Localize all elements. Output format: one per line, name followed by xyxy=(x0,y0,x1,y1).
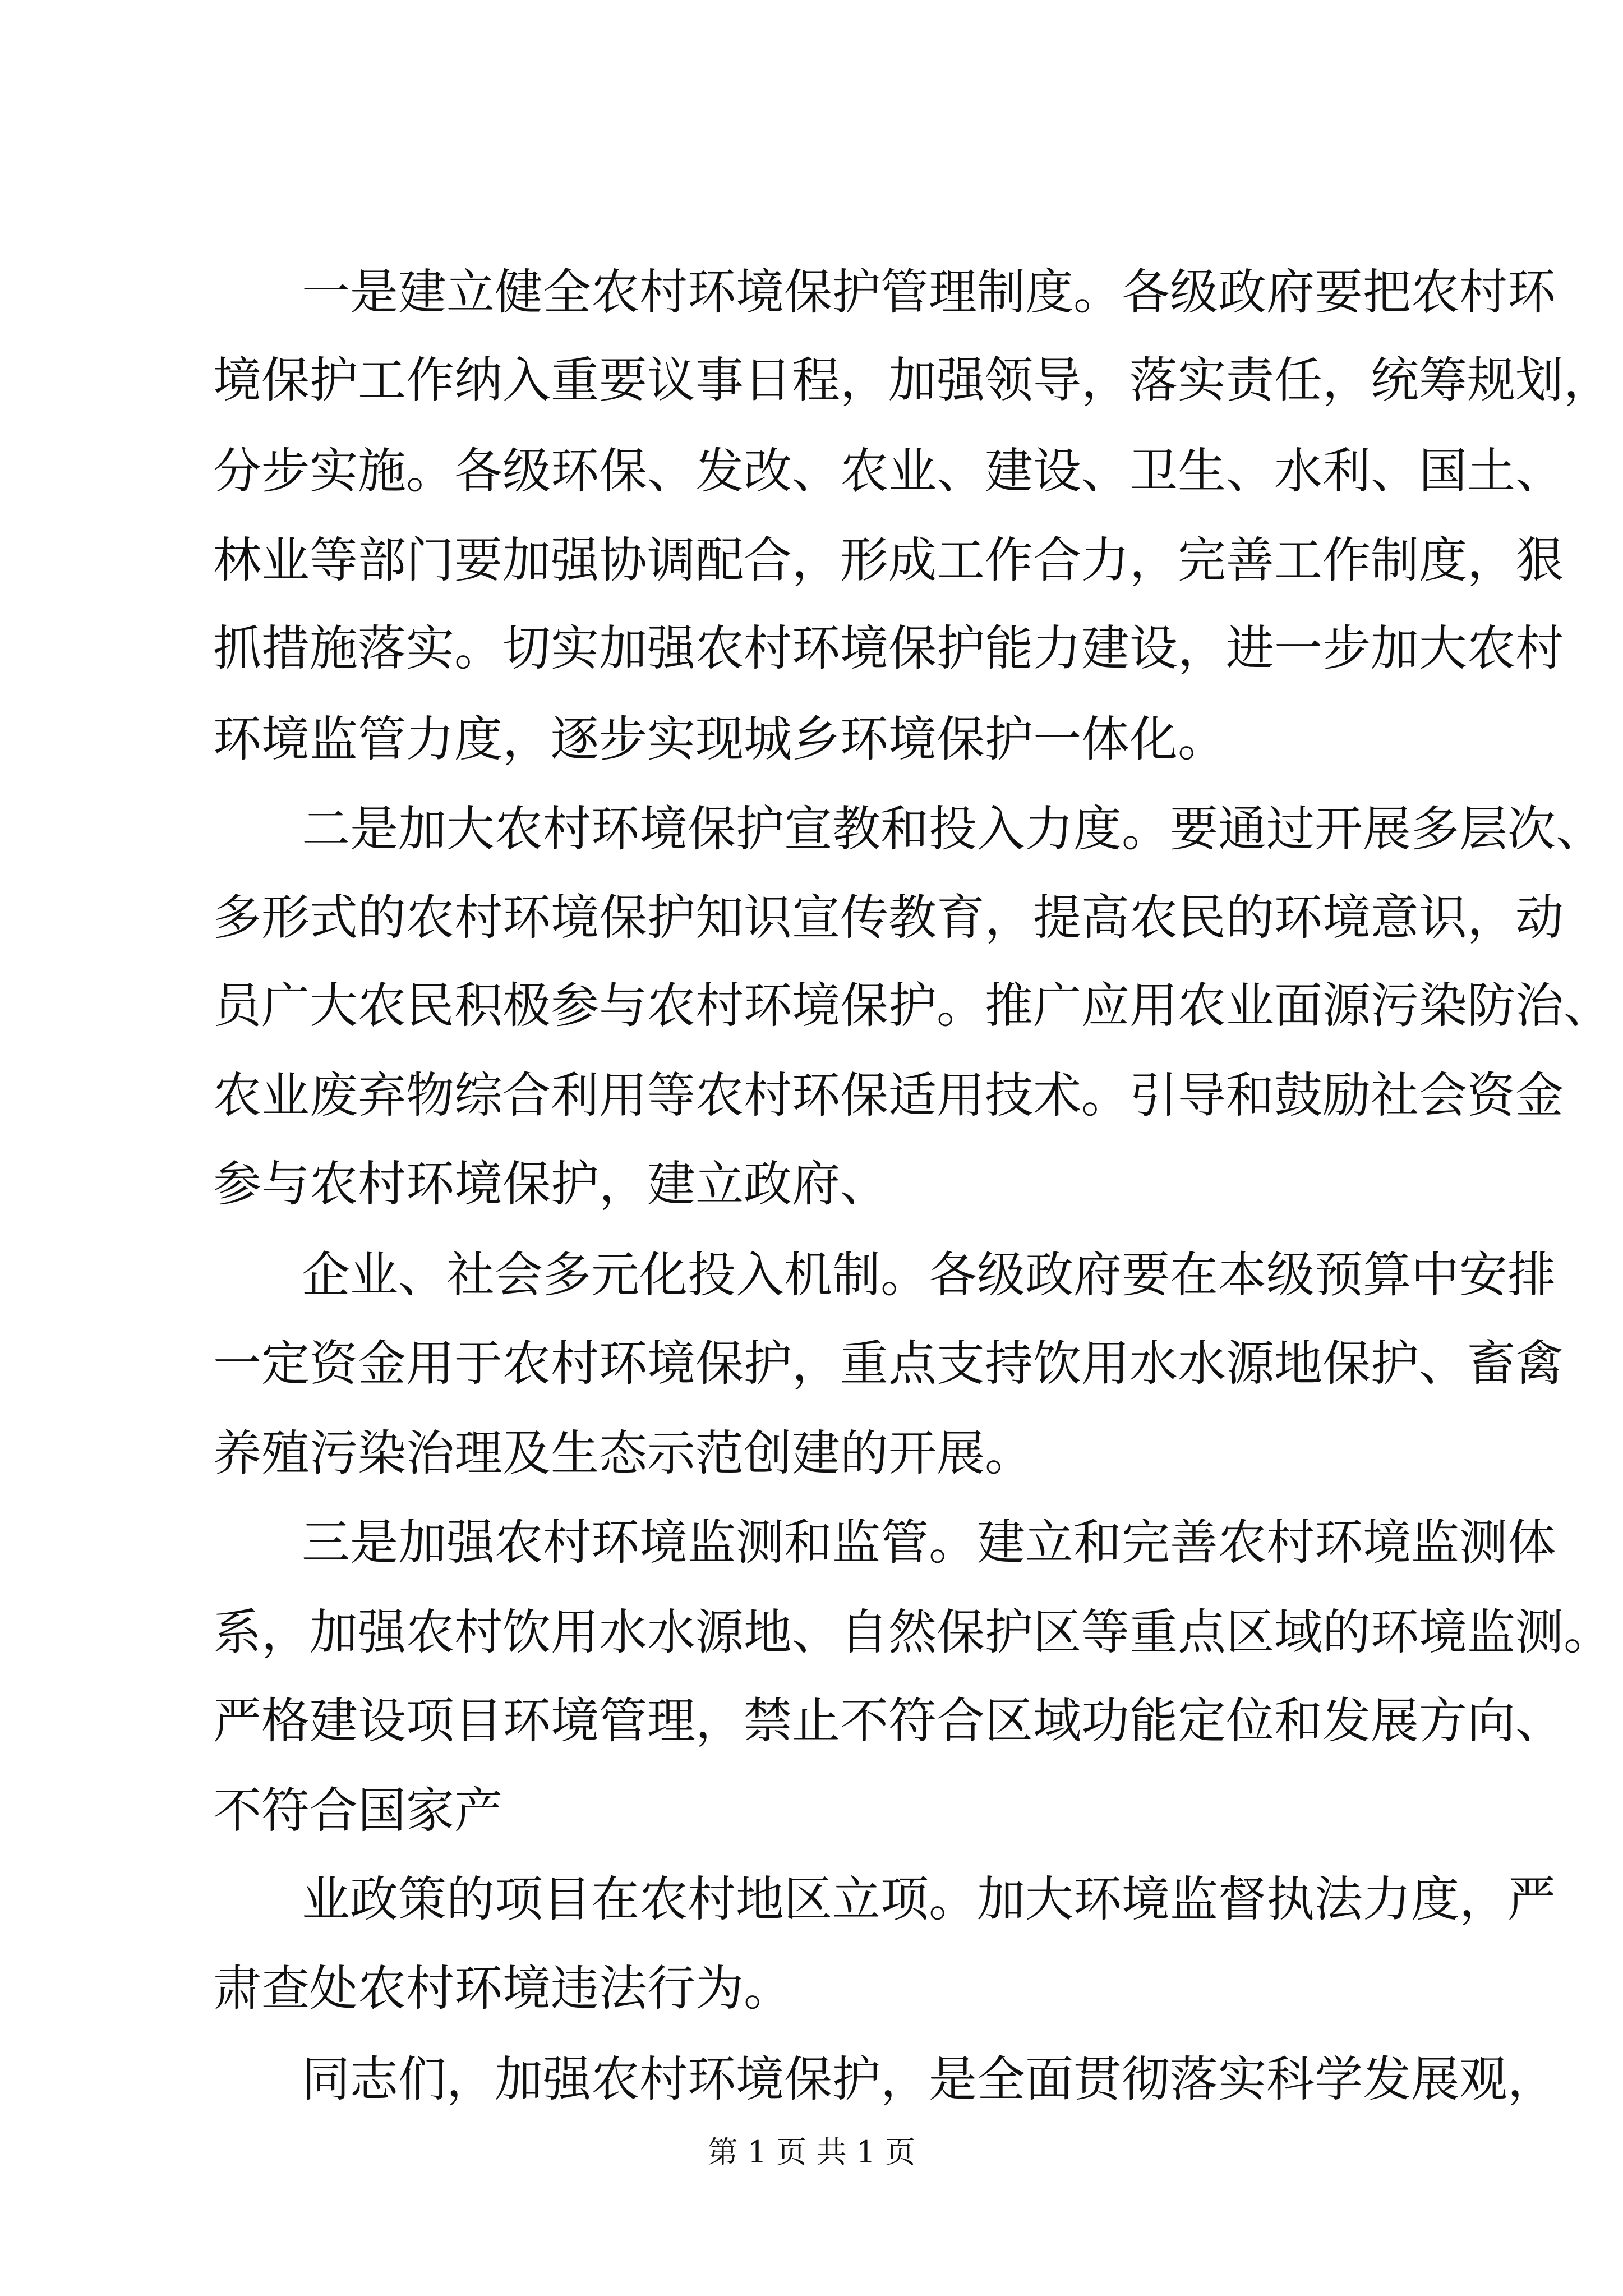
body-text-line: 一定资金用于农村环境保护，重点支持饮用水水源地保护、畜禽 xyxy=(213,1336,1564,1392)
body-text-line: 林业等部门要加强协调配合，形成工作合力，完善工作制度，狠 xyxy=(213,532,1564,588)
body-text-line: 系，加强农村饮用水水源地、自然保护区等重点区域的环境监测。 xyxy=(213,1604,1612,1660)
body-text-line: 农业废弃物综合利用等农村环保适用技术。引导和鼓励社会资金 xyxy=(213,1068,1564,1124)
body-text-line: 三是加强农村环境监测和监管。建立和完善农村环境监测体 xyxy=(302,1515,1556,1571)
body-text-line: 环境监管力度，逐步实现城乡环境保护一体化。 xyxy=(213,711,1226,767)
body-text-line: 同志们，加强农村环境保护，是全面贯彻落实科学发展观， xyxy=(302,2051,1556,2108)
body-text-line: 业政策的项目在农村地区立项。加大环境监督执法力度，严 xyxy=(302,1871,1556,1927)
body-text-line: 养殖污染治理及生态示范创建的开展。 xyxy=(213,1425,1033,1481)
body-text-line: 二是加大农村环境保护宣教和投入力度。要通过开展多层次、 xyxy=(302,801,1604,857)
body-text-line: 肃查处农村环境违法行为。 xyxy=(213,1961,792,2017)
body-text-line: 参与农村环境保护，建立政府、 xyxy=(213,1156,888,1212)
body-text-line: 境保护工作纳入重要议事日程，加强领导，落实责任，统筹规划， xyxy=(213,352,1612,408)
body-text-line: 多形式的农村环境保护知识宣传教育，提高农民的环境意识，动 xyxy=(213,890,1564,946)
body-text-line: 抓措施落实。切实加强农村环境保护能力建设，进一步加大农村 xyxy=(213,620,1564,677)
page-footer: 第 1 页 共 1 页 xyxy=(707,2134,916,2170)
body-text-line: 一是建立健全农村环境保护管理制度。各级政府要把农村环 xyxy=(302,264,1556,320)
body-text-line: 不符合国家产 xyxy=(213,1783,502,1839)
body-text-line: 企业、社会多元化投入机制。各级政府要在本级预算中安排 xyxy=(302,1247,1556,1303)
body-text-line: 员广大农民积极参与农村环境保护。推广应用农业面源污染防治、 xyxy=(213,978,1612,1034)
body-text-line: 分步实施。各级环保、发改、农业、建设、卫生、水利、国土、 xyxy=(213,443,1564,499)
body-text-line: 严格建设项目环境管理，禁止不符合区域功能定位和发展方向、 xyxy=(213,1693,1564,1749)
